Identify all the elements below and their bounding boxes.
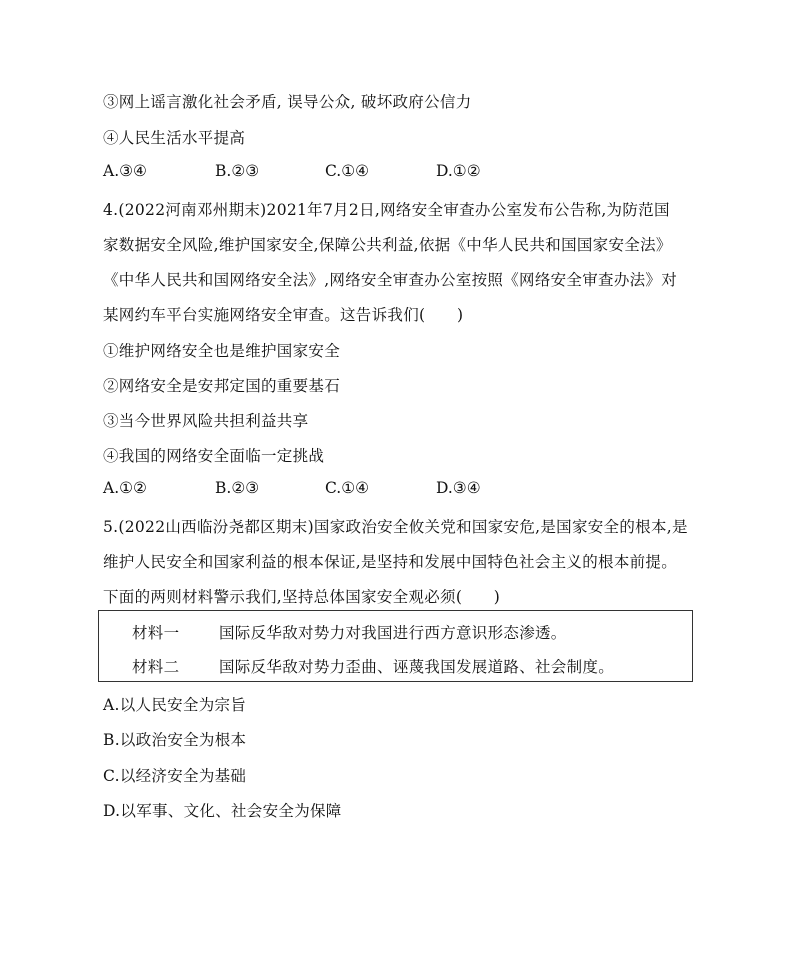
material-1-tag: 材料一: [132, 624, 180, 642]
q4-option-d: D.③④: [436, 479, 481, 497]
material-1: [132, 621, 567, 643]
q4-statement-1: ①维护网络安全也是维护国家安全: [103, 342, 341, 360]
material-box: [98, 610, 693, 682]
q5-option-a: A.以人民安全为宗旨: [103, 696, 247, 714]
q3-statement-4: ④人民生活水平提高: [103, 129, 246, 147]
q4-option-b: B.②③: [215, 479, 260, 497]
q5-option-c: C.以经济安全为基础: [103, 767, 247, 785]
q4-stem-line-4: 某网约车平台实施网络安全审查。这告诉我们( ): [103, 306, 464, 324]
q5-stem-line-2: 维护人民安全和国家利益的根本保证,是坚持和发展中国特色社会主义的根本前提。: [103, 553, 678, 571]
q5-stem-line-3: 下面的两则材料警示我们,坚持总体国家安全观必须( ): [103, 588, 501, 606]
material-1-text: 国际反华敌对势力对我国进行西方意识形态渗透。: [219, 624, 567, 642]
q4-stem-line-1: 4.(2022河南邓州期末)2021年7月2日,网络安全审查办公室发布公告称,为防范国: [103, 201, 670, 219]
q4-option-a: A.①②: [103, 479, 147, 497]
q4-statement-4: ④我国的网络安全面临一定挑战: [103, 447, 325, 465]
q3-option-b: B.②③: [215, 162, 260, 180]
q4-options: [103, 479, 703, 499]
q3-option-d: D.①②: [436, 162, 481, 180]
q5-option-d: D.以军事、文化、社会安全为保障: [103, 802, 342, 820]
q3-option-a: A.③④: [103, 162, 147, 180]
q4-option-c: C.①④: [325, 479, 370, 497]
q4-statement-3: ③当今世界风险共担利益共享: [103, 412, 309, 430]
q5-option-b: B.以政治安全为根本: [103, 731, 247, 749]
q4-stem-line-2: 家数据安全风险,维护国家安全,保障公共利益,依据《中华人民共和国国家安全法》: [103, 236, 672, 254]
q3-statement-3: ③网上谣言激化社会矛盾, 误导公众, 破坏政府公信力: [103, 93, 472, 111]
material-2-tag: 材料二: [132, 658, 180, 676]
material-2: [132, 655, 614, 677]
q4-statement-2: ②网络安全是安邦定国的重要基石: [103, 377, 341, 395]
q3-options: [103, 162, 703, 182]
material-2-text: 国际反华敌对势力歪曲、诬蔑我国发展道路、社会制度。: [219, 658, 615, 676]
q5-stem-line-1: 5.(2022山西临汾尧都区期末)国家政治安全攸关党和国家安危,是国家安全的根本,是: [103, 518, 688, 536]
q4-stem-line-3: 《中华人民共和国网络安全法》,网络安全审查办公室按照《网络安全审查办法》对: [103, 271, 678, 289]
q3-option-c: C.①④: [325, 162, 370, 180]
